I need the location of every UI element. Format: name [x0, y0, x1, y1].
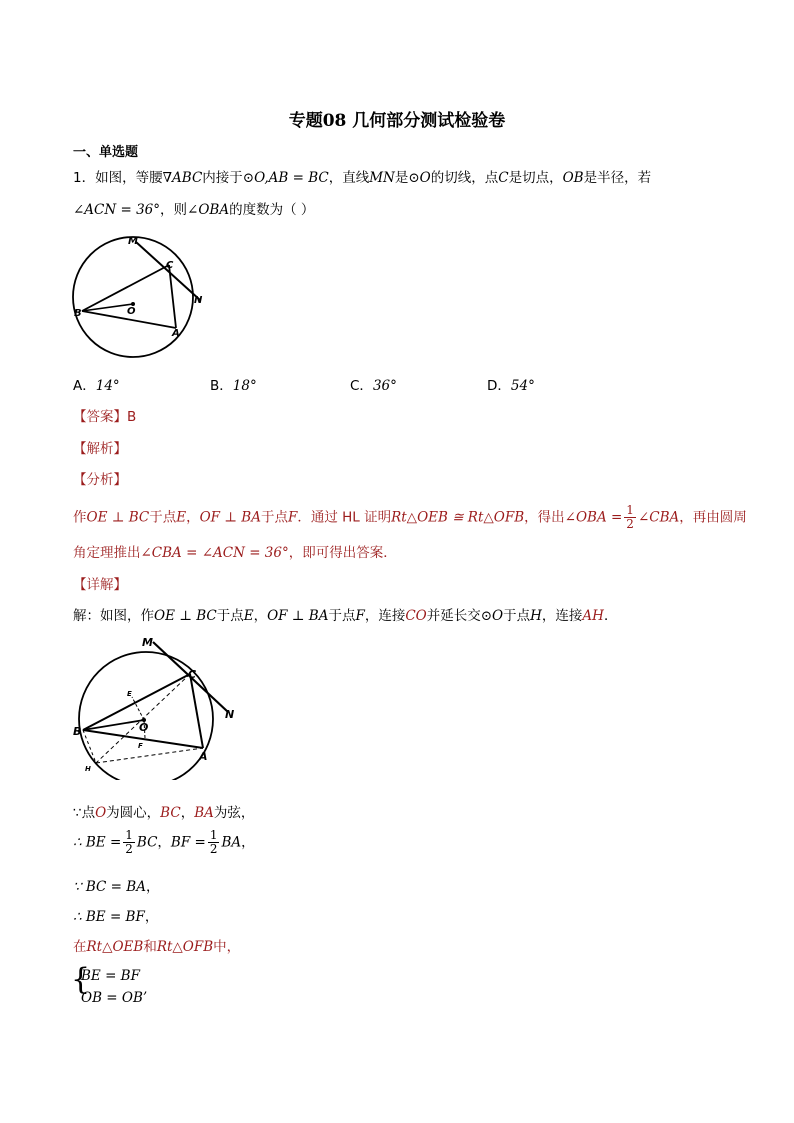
detail-text: 于点 — [503, 608, 531, 624]
option-b — [210, 374, 257, 394]
step-text: ， — [145, 879, 160, 895]
step-text: 为弦， — [213, 805, 255, 821]
math-segment: BA — [194, 805, 214, 821]
fraction-numerator: 1 — [626, 503, 634, 517]
option-value: 14° — [95, 378, 120, 394]
question-text: 是切点， — [508, 170, 563, 186]
math-circle: ⊙O — [408, 170, 431, 186]
label-b: B — [74, 308, 82, 319]
label-o: O — [127, 306, 136, 317]
fenxi-line-1 — [73, 504, 747, 531]
step-text: ∵点 — [73, 805, 96, 821]
system-eq-1: BE = BF — [81, 968, 140, 984]
system-eq-2-mark: ’ — [142, 990, 148, 1006]
math-line: MN — [369, 170, 395, 186]
fraction — [624, 504, 636, 531]
fraction — [208, 829, 220, 856]
section-heading: 一、单选题 — [73, 145, 139, 160]
math-point: F — [287, 509, 298, 526]
question-text: 是半径，若 — [583, 170, 652, 186]
label-m: M — [142, 636, 153, 649]
label-a: A — [172, 328, 180, 339]
label-e: E — [127, 690, 132, 698]
fenxi-text: ，再由圆周 — [679, 509, 747, 526]
question-text: ，直线 — [328, 170, 370, 186]
question-text: 的切线，点 — [430, 170, 499, 186]
detail-text: 于点 — [216, 608, 244, 624]
detail-line-1 — [73, 604, 617, 624]
label-c: C — [166, 260, 174, 271]
question-line-2 — [73, 198, 314, 218]
option-letter: B． — [210, 378, 233, 394]
label-n: N — [225, 708, 235, 721]
option-value: 36° — [372, 378, 397, 394]
math-segment: CO — [405, 608, 427, 624]
label-b: B — [73, 725, 82, 738]
question-number: 1． — [73, 170, 96, 186]
detail-text: ，连接 — [541, 608, 583, 624]
step-text: ， — [180, 805, 195, 821]
math-point: E — [243, 608, 254, 624]
fraction-denominator: 2 — [209, 842, 218, 856]
fenxi-text: ．通过 HL 证明 — [297, 509, 392, 526]
option-value: 18° — [232, 378, 257, 394]
fraction — [123, 829, 135, 856]
fenxi-line-2 — [73, 541, 397, 561]
label-h: H — [85, 765, 91, 773]
detail-label: 【详解】 — [73, 577, 127, 593]
answer-line — [73, 405, 136, 425]
label-n: N — [194, 295, 203, 306]
step-text: ， — [144, 909, 159, 925]
math-expr: ∵ BC = BA — [73, 879, 146, 895]
brace-icon: { — [71, 962, 91, 997]
page-title: 专题08 几何部分测试检验卷 — [288, 111, 506, 131]
step-text: ， — [157, 834, 171, 851]
math-triangle: ∇ABC — [162, 170, 203, 186]
step-5 — [73, 935, 240, 955]
math-expr: ∴ BE = — [73, 834, 122, 851]
detail-text: 并延长交 — [426, 608, 481, 624]
fenxi-text: 于点 — [260, 509, 288, 526]
math-segment: BC — [160, 805, 181, 821]
math-angle: ∠ACN = 36° — [73, 202, 161, 218]
question-text: ，则 — [160, 202, 188, 218]
answer-value: B — [127, 409, 137, 425]
fraction-numerator: 1 — [125, 828, 133, 842]
detail-text: ， — [253, 608, 268, 624]
label-f: F — [138, 742, 143, 750]
math-perp: OF ⊥ BA — [267, 608, 329, 624]
option-c — [350, 374, 397, 394]
fenxi-text: ，即可得出答案． — [288, 545, 397, 561]
step-3 — [73, 875, 159, 895]
fraction-denominator: 2 — [626, 517, 634, 531]
fenxi-label: 【分析】 — [73, 472, 127, 488]
option-letter: A． — [73, 378, 96, 394]
system-eq-2-text: OB = OB — [81, 990, 143, 1006]
figure-1-diagram — [70, 228, 220, 363]
step-text: ， — [241, 834, 255, 851]
figure-2-diagram — [68, 630, 248, 780]
math-point: C — [498, 170, 509, 186]
fraction-denominator: 2 — [125, 842, 133, 856]
math-point: H — [530, 608, 542, 624]
option-letter: D． — [487, 378, 511, 394]
detail-text: ． — [603, 608, 618, 624]
fenxi-text: 作 — [73, 509, 87, 526]
label-a: A — [199, 750, 208, 763]
math-circle: ⊙O — [480, 608, 504, 624]
math-congruence: Rt△OEB ≅ Rt△OFB — [391, 509, 525, 526]
step-text: 中， — [213, 939, 241, 955]
step-text: 在 — [73, 939, 87, 955]
label-m: M — [128, 236, 138, 247]
system-eq-2 — [81, 990, 147, 1006]
math-expr: ∴ BE = BF — [73, 909, 145, 925]
math-angle: ∠CBA — [637, 509, 680, 526]
question-text: 的度数为（ ） — [229, 202, 315, 218]
math-perp: OF ⊥ BA — [199, 509, 261, 526]
math-point: F — [355, 608, 365, 624]
math-segment: OB — [562, 170, 584, 186]
fenxi-text: 于点 — [149, 509, 177, 526]
math-segment: AH — [582, 608, 604, 624]
question-text: 是 — [394, 170, 409, 186]
option-letter: C． — [350, 378, 373, 394]
option-value: 54° — [510, 378, 535, 394]
question-text: 内接于 — [202, 170, 243, 186]
math-perp: OE ⊥ BC — [86, 509, 150, 526]
math-angle: ∠OBA = — [564, 509, 623, 526]
math-expr: BF = — [170, 834, 206, 851]
math-angle: ∠OBA — [187, 202, 230, 218]
step-2 — [73, 829, 255, 856]
answer-label: 【答案】 — [73, 409, 127, 425]
fraction-numerator: 1 — [209, 828, 218, 842]
question-text: 如图，等腰 — [95, 170, 163, 186]
label-c: C — [188, 668, 197, 681]
option-d — [487, 374, 535, 394]
fenxi-text: 角定理推出 — [73, 545, 141, 561]
question-line-1 — [73, 166, 651, 186]
math-angle: ∠CBA = ∠ACN = 36° — [140, 545, 289, 561]
fenxi-text: ， — [186, 509, 200, 526]
step-text: 和 — [143, 939, 157, 955]
detail-text: ，连接 — [364, 608, 406, 624]
label-o: O — [139, 721, 149, 734]
math-circle: ⊙O — [242, 170, 265, 186]
option-a — [73, 374, 120, 394]
step-text: 为圆心， — [106, 805, 161, 821]
math-point: E — [176, 509, 187, 526]
detail-text: 于点 — [328, 608, 356, 624]
math-equal: ,AB = BC — [264, 170, 329, 186]
analysis-label: 【解析】 — [73, 441, 127, 457]
fenxi-text: ，得出 — [524, 509, 565, 526]
math-perp: OE ⊥ BC — [154, 608, 217, 624]
math-segment: BC — [136, 834, 158, 851]
math-segment: BA — [221, 834, 242, 851]
detail-text: 解：如图，作 — [73, 608, 154, 624]
math-point: O — [95, 805, 107, 821]
math-triangle: Rt△OFB — [156, 939, 214, 955]
step-1 — [73, 801, 254, 821]
math-triangle: Rt△OEB — [86, 939, 144, 955]
step-4 — [73, 905, 158, 925]
